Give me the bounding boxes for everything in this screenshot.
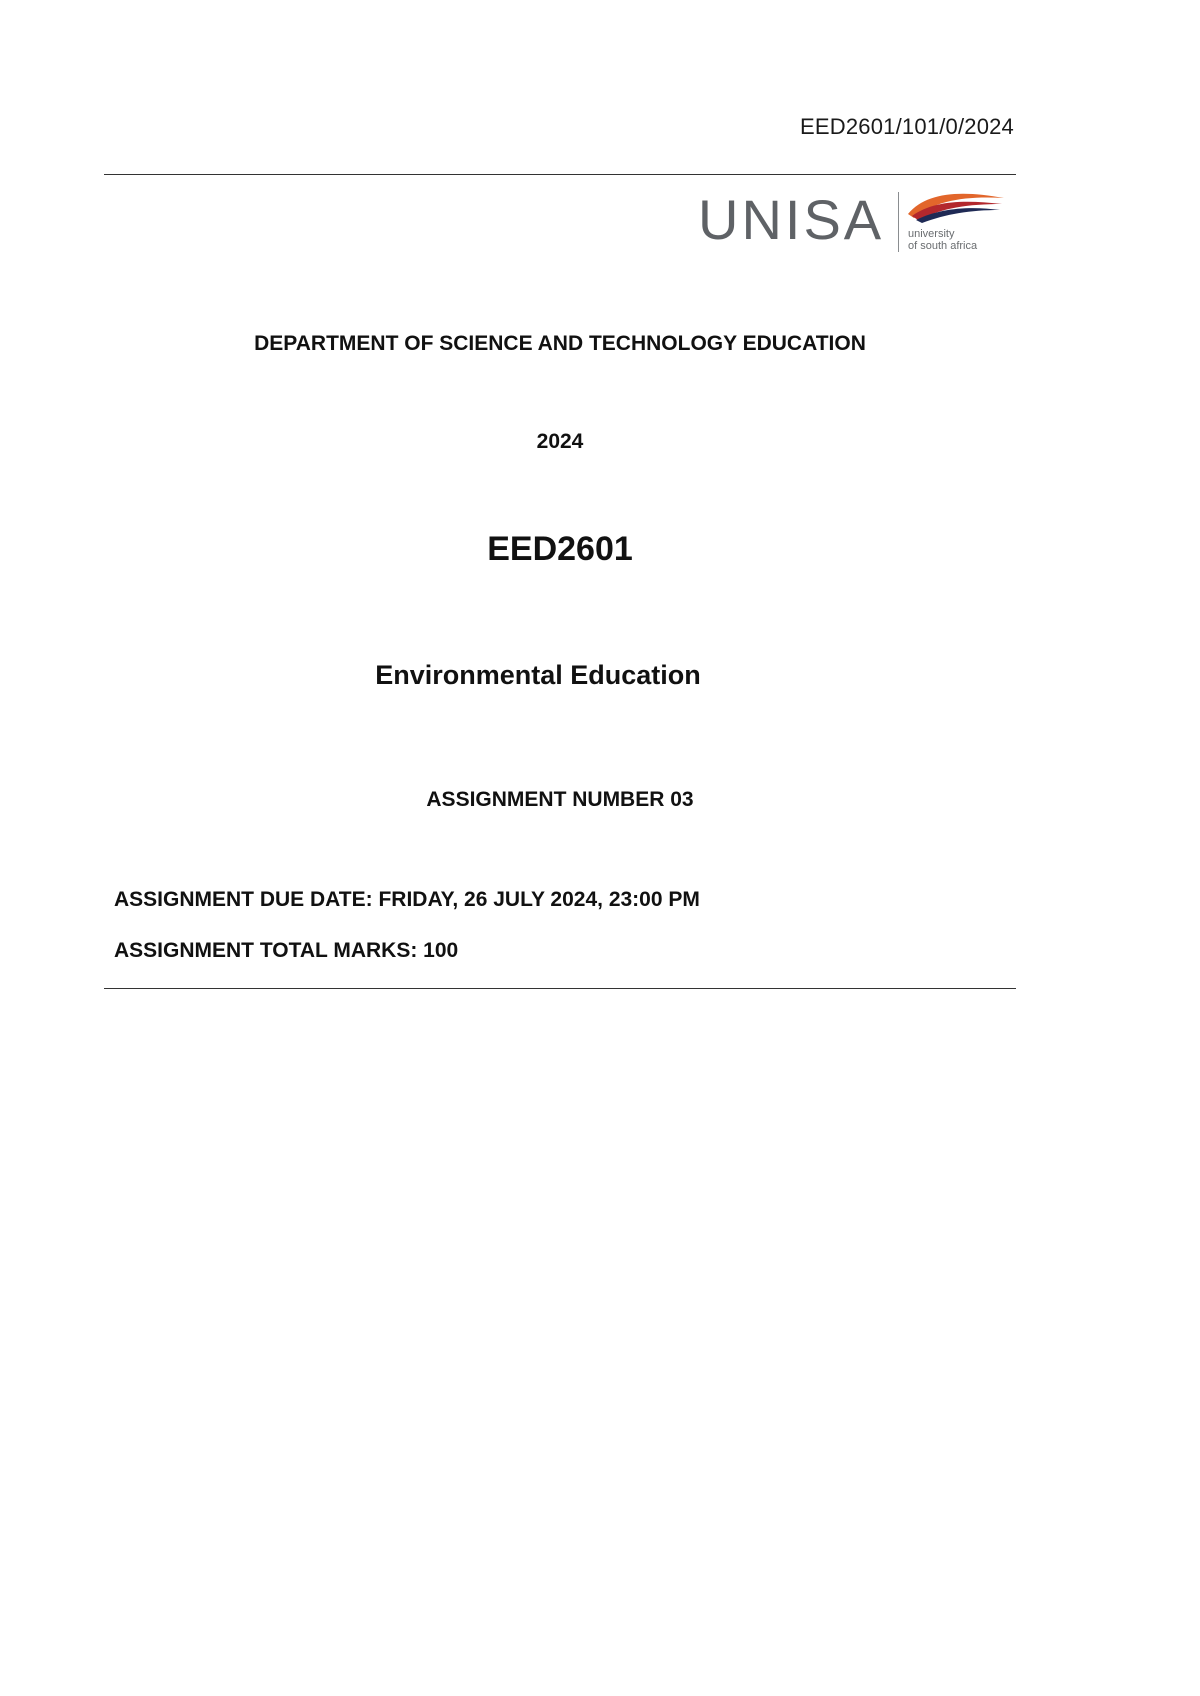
unisa-logo xyxy=(698,188,1008,258)
logo-subtitle-line2: of south africa xyxy=(908,240,978,252)
logo-wordmark: UNISA xyxy=(698,188,885,251)
assignment-total-marks: ASSIGNMENT TOTAL MARKS: 100 xyxy=(114,939,459,962)
year: 2024 xyxy=(536,430,584,453)
assignment-number: ASSIGNMENT NUMBER 03 xyxy=(426,788,694,811)
logo-subtitle-line1: university xyxy=(908,228,955,240)
department-title: DEPARTMENT OF SCIENCE AND TECHNOLOGY EDUCATION xyxy=(254,332,866,355)
module-name: Environmental Education xyxy=(375,660,701,690)
assignment-due-date: ASSIGNMENT DUE DATE: FRIDAY, 26 JULY 2024, 23:00 PM xyxy=(114,888,700,911)
document-reference: EED2601/101/0/2024 xyxy=(800,114,1014,139)
swoosh-icon xyxy=(906,188,1006,224)
bottom-divider xyxy=(104,988,1016,989)
logo-divider xyxy=(898,192,899,252)
module-code: EED2601 xyxy=(487,530,633,568)
top-divider xyxy=(104,174,1016,175)
